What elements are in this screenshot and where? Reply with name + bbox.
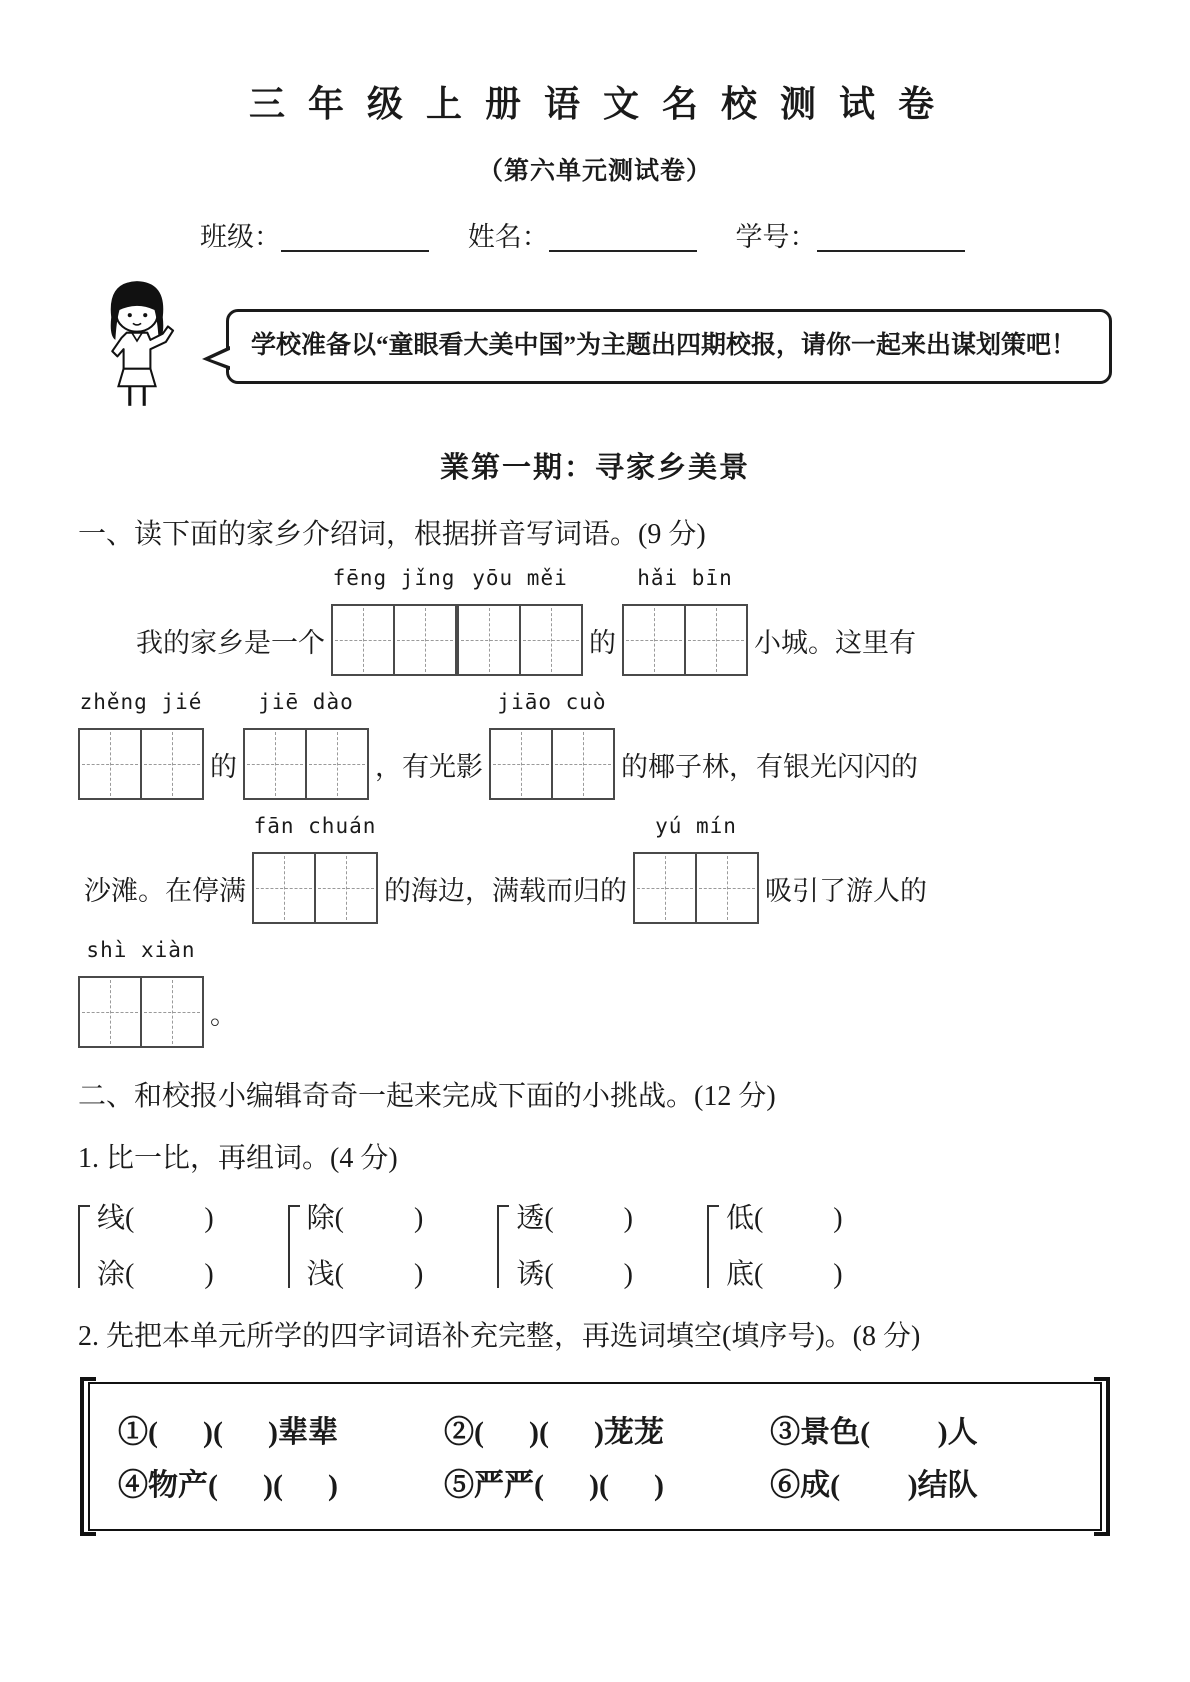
question-2-sub1: 1. 比一比，再组词。(4 分) [78,1143,398,1174]
pinyin-label: jiē dào [258,690,354,714]
pair-bracket [707,1205,719,1288]
row-text: 。 [210,999,237,1030]
pair-word-bottom: 诱( ) [516,1259,633,1290]
pinyin-label: jiāo cuò [497,690,607,714]
answer-grid-fanchuan [252,814,378,924]
writing-cell [491,730,551,798]
page-title: 三 年 级 上 册 语 文 名 校 测 试 卷 [248,84,941,124]
word-item-1: ①( )( )辈辈 [118,1416,338,1449]
row-text: 的椰子林，有银光闪闪的 [621,751,918,782]
pair-word-bottom: 涂( ) [97,1259,214,1290]
question-1-heading: 一、读下面的家乡介绍词，根据拼音写词语。(9 分) [78,519,706,550]
word-pair-3 [497,1196,633,1292]
answer-grid-jiedao [243,690,369,800]
intro-section [78,276,1112,417]
writing-grid [622,604,748,676]
class-blank [281,220,429,252]
student-info-line [78,215,1112,254]
writing-cell [635,854,695,922]
word-pair-2 [288,1196,424,1292]
word-bank-row-1 [118,1407,1072,1451]
writing-cell [519,606,581,674]
cartoon-girl-svg [78,276,196,412]
answer-grid-fengjing [331,566,457,676]
writing-cell [305,730,367,798]
writing-grid [78,976,204,1048]
writing-grid [78,728,204,800]
writing-cell [80,730,140,798]
writing-grid [489,728,615,800]
writing-cell [254,854,314,922]
word-item-2: ②( )( )茏茏 [444,1416,665,1449]
answer-grid-jiaocuo [489,690,615,800]
answer-grid-shixian [78,938,204,1048]
speech-bubble [226,309,1112,384]
word-bank-row-2 [118,1460,1072,1504]
writing-cell [551,730,613,798]
compare-words-row [78,1196,1112,1292]
row-text: 的 [589,627,616,658]
writing-cell [140,978,202,1046]
fill-row-1 [130,566,1112,676]
id-blank [817,220,965,252]
answer-grid-youmei [457,566,583,676]
writing-cell [333,606,393,674]
row-text: 的 [210,751,237,782]
word-item-3: ③景色( )人 [770,1416,978,1449]
pinyin-label: yú mín [655,814,737,838]
pinyin-label: zhěng jié [79,690,203,714]
writing-grid [633,852,759,924]
writing-cell [695,854,757,922]
subtitle: （第六单元测试卷） [477,158,712,185]
pinyin-label: hǎi bīn [637,566,733,590]
issue-heading: 業第一期：寻家乡美景 [439,452,750,484]
pinyin-label: fān chuán [253,814,377,838]
row-text: 吸引了游人的 [765,875,927,906]
answer-grid-haibin [622,566,748,676]
fill-row-3 [78,814,1112,924]
name-label: 姓名： [467,222,549,252]
pair-word-top: 线( ) [97,1203,214,1234]
answer-grid-yumin [633,814,759,924]
word-pair-1 [78,1196,214,1292]
pinyin-label: fēng jǐng [332,566,456,590]
writing-grid [457,604,583,676]
pinyin-label: yōu měi [472,566,568,590]
question-2-sub2: 2. 先把本单元所学的四字词语补充完整，再选词填空(填序号)。(8 分) [78,1321,921,1352]
id-label: 学号： [735,222,817,252]
writing-cell [624,606,684,674]
pair-word-top: 透( ) [516,1203,633,1234]
row-text: 小城。这里有 [754,627,916,658]
fill-row-2 [78,690,1112,800]
writing-grid [331,604,457,676]
pair-bracket [288,1205,300,1288]
answer-grid-zhengjie [78,690,204,800]
pinyin-label: shì xiàn [86,938,196,962]
row-text: 我的家乡是一个 [136,627,325,658]
pair-bracket [78,1205,90,1288]
name-blank [549,220,697,252]
word-bank-box [88,1382,1102,1531]
row-text: 沙滩。在停满 [84,875,246,906]
fill-row-4 [78,938,1112,1048]
pair-word-bottom: 浅( ) [306,1259,424,1290]
pair-word-bottom: 底( ) [725,1259,843,1290]
writing-cell [140,730,202,798]
speech-bubble-text: 学校准备以“童眼看大美中国”为主题出四期校报，请你一起来出谋划策吧！ [251,332,1077,360]
writing-grid [252,852,378,924]
question-2-heading: 二、和校报小编辑奇奇一起来完成下面的小挑战。(12 分) [78,1081,776,1112]
pair-word-top: 除( ) [306,1203,424,1234]
word-pair-4 [707,1196,843,1292]
cartoon-girl-illustration [78,276,196,417]
class-label: 班级： [200,222,281,252]
writing-cell [459,606,519,674]
row-text: 的海边，满载而归的 [384,875,627,906]
writing-grid [243,728,369,800]
row-text: ，有光影 [375,751,483,782]
pair-bracket [497,1205,509,1288]
writing-cell [393,606,455,674]
writing-cell [245,730,305,798]
word-item-6: ⑥成( )结队 [770,1469,978,1502]
word-item-4: ④物产( )( ) [118,1469,338,1502]
writing-cell [314,854,376,922]
pair-word-top: 低( ) [725,1203,843,1234]
writing-cell [684,606,746,674]
writing-cell [80,978,140,1046]
word-item-5: ⑤严严( )( ) [444,1469,665,1502]
